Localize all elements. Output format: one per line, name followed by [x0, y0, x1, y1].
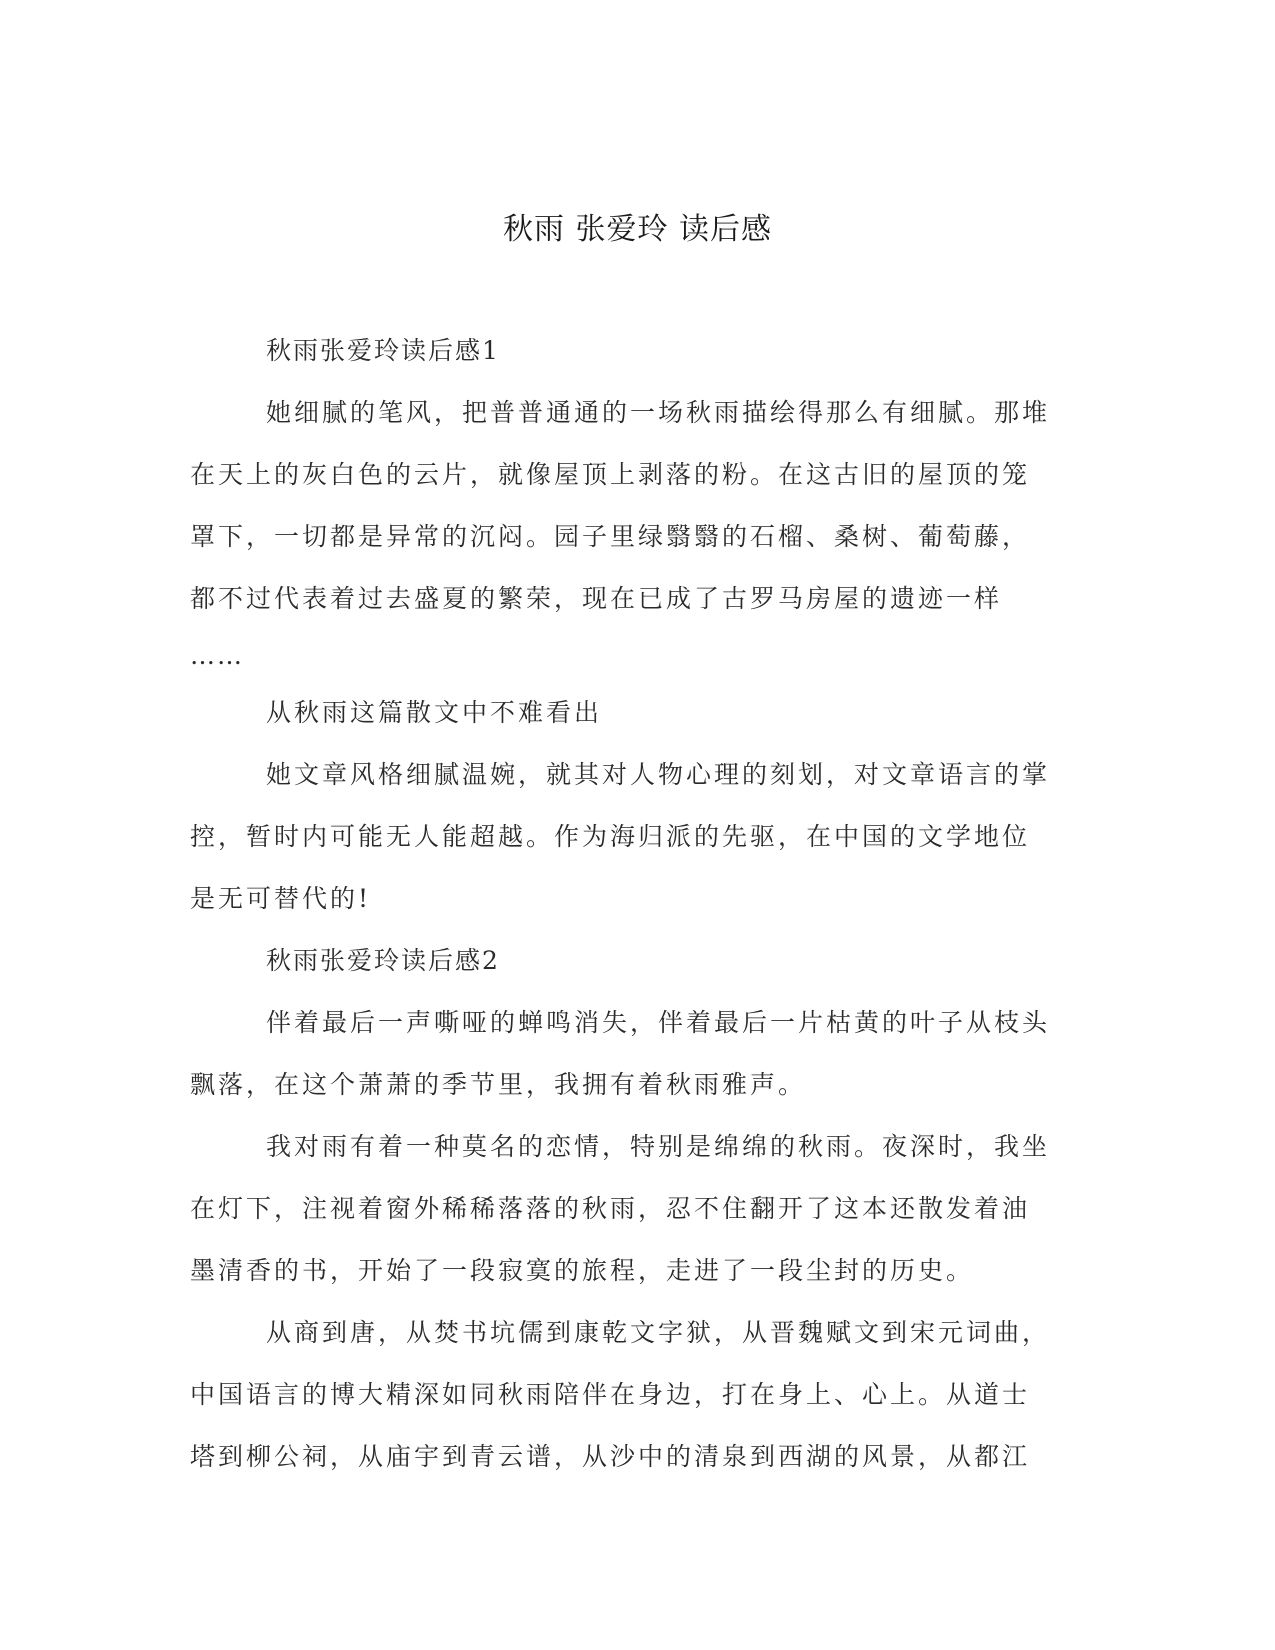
section-heading-1 — [190, 320, 1080, 382]
paragraph-4 — [190, 992, 1080, 1116]
document-title: 秋雨 张爱玲 读后感 — [502, 212, 773, 247]
text-line: 她文章风格细腻温婉，就其对人物心理的刻划，对文章语言的掌 — [266, 760, 1051, 789]
text-line: 她细腻的笔风，把普普通通的一场秋雨描绘得那么有细腻。那堆 — [266, 398, 1051, 427]
text-line: 控，暂时内可能无人能超越。作为海归派的先驱，在中国的文学地位 — [190, 822, 1031, 851]
paragraph-3 — [190, 744, 1080, 930]
section-heading-2 — [190, 930, 1080, 992]
text-line: 我对雨有着一种莫名的恋情，特别是绵绵的秋雨。夜深时，我坐 — [266, 1132, 1051, 1161]
text-line: 伴着最后一声嘶哑的蝉鸣消失，伴着最后一片枯黄的叶子从枝头 — [266, 1008, 1051, 1037]
paragraph-5 — [190, 1116, 1080, 1302]
text-line: 在灯下，注视着窗外稀稀落落的秋雨，忍不住翻开了这本还散发着油 — [190, 1194, 1031, 1223]
ellipsis-line: …… — [190, 641, 244, 670]
text-line: 秋雨张爱玲读后感1 — [266, 336, 500, 365]
paragraph-6 — [190, 1302, 1080, 1488]
text-line: 从秋雨这篇散文中不难看出 — [266, 698, 603, 727]
paragraph-1 — [190, 382, 1080, 682]
text-line: 中国语言的博大精深如同秋雨陪伴在身边，打在身上、心上。从道士 — [190, 1380, 1031, 1409]
text-line: 罩下，一切都是异常的沉闷。园子里绿翳翳的石榴、桑树、葡萄藤， — [190, 522, 1031, 551]
text-line: 墨清香的书，开始了一段寂寞的旅程，走进了一段尘封的历史。 — [190, 1256, 975, 1285]
text-line: 都不过代表着过去盛夏的繁荣，现在已成了古罗马房屋的遗迹一样 — [190, 584, 1003, 613]
text-line: 在天上的灰白色的云片，就像屋顶上剥落的粉。在这古旧的屋顶的笼 — [190, 460, 1031, 489]
text-line: 秋雨张爱玲读后感2 — [266, 946, 500, 975]
text-line: 飘落，在这个萧萧的季节里，我拥有着秋雨雅声。 — [190, 1070, 807, 1099]
text-line: 塔到柳公祠，从庙宇到青云谱，从沙中的清泉到西湖的风景，从都江 — [190, 1442, 1031, 1471]
document-body — [190, 320, 1080, 1488]
paragraph-2 — [190, 682, 1080, 744]
text-line: 从商到唐，从焚书坑儒到康乾文字狱，从晋魏赋文到宋元词曲， — [266, 1318, 1051, 1347]
text-line: 是无可替代的! — [190, 884, 372, 913]
